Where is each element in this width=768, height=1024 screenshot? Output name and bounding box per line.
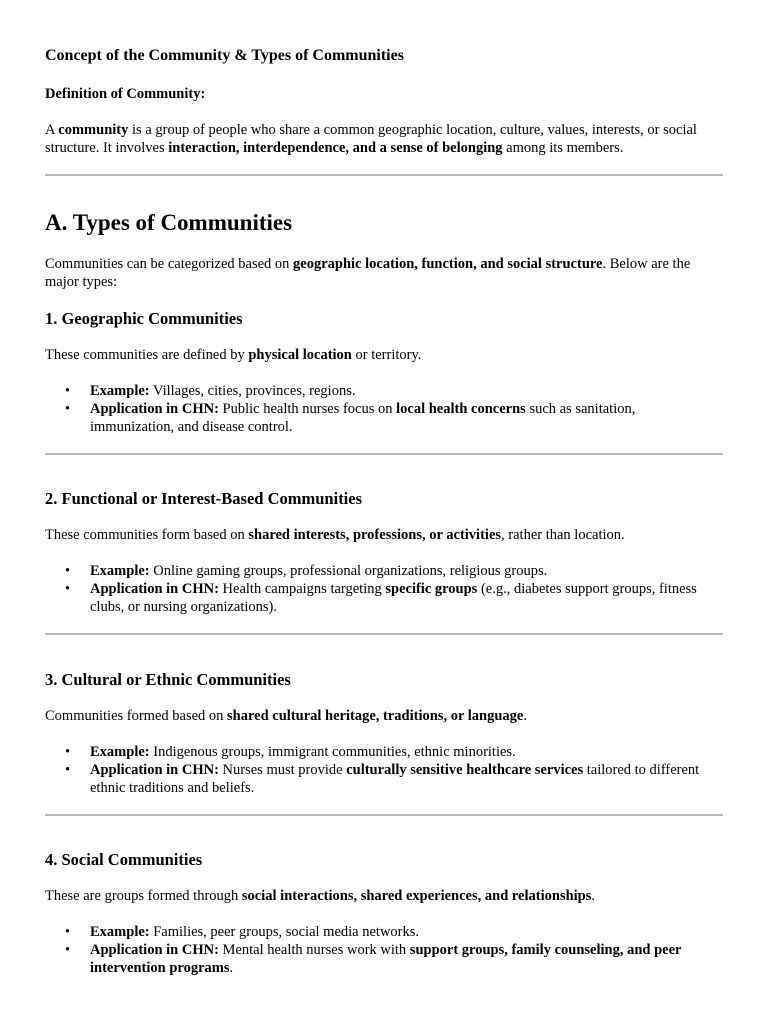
bullet-icon: • [65, 744, 71, 760]
bullet-icon: • [65, 563, 71, 579]
list-item-example: • Example: Online gaming groups, professional organizations, religious groups. [65, 563, 548, 579]
divider [45, 174, 723, 176]
section-description: Communities formed based on shared cultural heritage, traditions, or language. [45, 708, 527, 724]
list-item-example: • Example: Villages, cities, provinces, regions. [65, 383, 356, 399]
section-description: These communities are defined by physical location or territory. [45, 347, 422, 363]
bullet-list [45, 743, 723, 797]
section-description: These are groups formed through social interactions, shared experiences, and relationships. [45, 888, 596, 904]
list-item-application: • Application in CHN: Mental health nurses work with support groups, family counseling, and peer intervention programs. [65, 942, 682, 976]
definition-heading: Definition of Community: [45, 86, 206, 102]
section-title-functional: 2. Functional or Interest-Based Communities [45, 489, 363, 508]
list-item-example: • Example: Families, peer groups, social media networks. [65, 924, 420, 940]
document-title: Concept of the Community & Types of Communities [45, 47, 404, 64]
types-intro: Communities can be categorized based on geographic location, function, and social structure. Below are the major types: [45, 256, 691, 290]
section-title-cultural: 3. Cultural or Ethnic Communities [45, 670, 291, 689]
bullet-icon: • [65, 762, 71, 778]
bullet-icon: • [65, 581, 71, 597]
section-description: These communities form based on shared interests, professions, or activities, rather than location. [45, 527, 625, 543]
section-title-geographic: 1. Geographic Communities [45, 309, 243, 328]
bullet-list [45, 923, 723, 977]
list-item-example: • Example: Indigenous groups, immigrant communities, ethnic minorities. [65, 744, 516, 760]
bullet-icon: • [65, 401, 71, 417]
definition-paragraph: A community is a group of people who share a common geographic location, culture, values, interests, or social structure. It involves interaction, interdependence, and a sense of belonging among its members. [45, 122, 697, 156]
types-heading: A. Types of Communities [45, 210, 293, 235]
section-title-social: 4. Social Communities [45, 850, 203, 869]
bullet-icon: • [65, 383, 71, 399]
divider [45, 633, 723, 635]
bullet-icon: • [65, 942, 71, 958]
bullet-list [45, 562, 723, 616]
list-item-application: • Application in CHN: Health campaigns targeting specific groups (e.g., diabetes support groups, fitness clubs, or nursing organizations). [65, 581, 697, 615]
divider [45, 453, 723, 455]
bullet-icon: • [65, 924, 71, 940]
divider [45, 814, 723, 816]
list-item-application: • Application in CHN: Public health nurses focus on local health concerns such as sanitation, immunization, and disease control. [65, 401, 636, 435]
bullet-list [45, 382, 723, 436]
list-item-application: • Application in CHN: Nurses must provide culturally sensitive healthcare services tailored to different ethnic traditions and beliefs. [65, 762, 700, 796]
